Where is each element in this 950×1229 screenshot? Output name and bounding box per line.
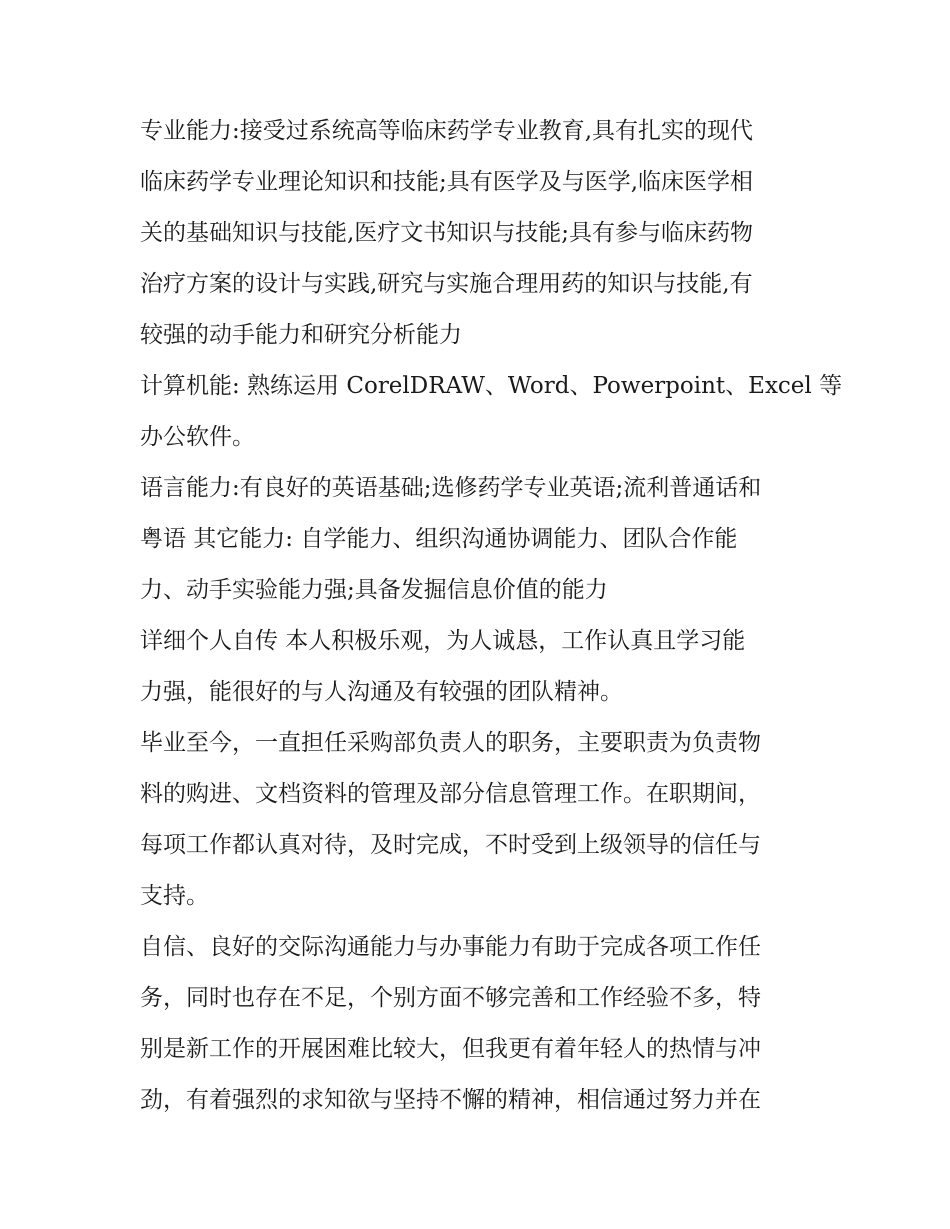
text-line: 专业能力:接受过系统高等临床药学专业教育,具有扎实的现代 [140, 118, 754, 144]
text-line: 关的基础知识与技能,医疗文书知识与技能;具有参与临床药物 [140, 220, 754, 246]
text-line: 办公软件。 [140, 424, 255, 450]
text-line: 每项工作都认真对待，及时完成，不时受到上级领导的信任与 [140, 832, 761, 858]
text-line: 支持。 [140, 883, 209, 909]
text-line: 毕业至今，一直担任采购部负责人的职务，主要职责为负责物 [140, 730, 761, 756]
text-line: 详细个人自传 本人积极乐观，为人诚恳，工作认真且学习能 [140, 628, 746, 654]
text-line: 粤语 其它能力: 自学能力、组织沟通协调能力、团队合作能 [140, 526, 738, 552]
text-line: 力、动手实验能力强;具备发掘信息价值的能力 [140, 577, 608, 603]
text-line: 务，同时也存在不足，个别方面不够完善和工作经验不多，特 [140, 985, 761, 1011]
text-line: 料的购进、文档资料的管理及部分信息管理工作。在职期间， [140, 781, 761, 807]
text-line: 计算机能: 熟练运用 CorelDRAW、Word、Powerpoint、Excel 等 [140, 373, 843, 399]
text-line: 劲，有着强烈的求知欲与坚持不懈的精神，相信通过努力并在 [140, 1087, 761, 1113]
text-line: 语言能力:有良好的英语基础;选修药学专业英语;流利普通话和 [140, 475, 762, 501]
text-line: 较强的动手能力和研究分析能力 [140, 322, 462, 348]
text-line: 别是新工作的开展困难比较大，但我更有着年轻人的热情与冲 [140, 1036, 761, 1062]
text-line: 自信、良好的交际沟通能力与办事能力有助于完成各项工作任 [140, 934, 761, 960]
text-line: 治疗方案的设计与实践,研究与实施合理用药的知识与技能,有 [140, 271, 753, 297]
text-line: 力强，能很好的与人沟通及有较强的团队精神。 [140, 679, 623, 705]
text-line: 临床药学专业理论知识和技能;具有医学及与医学,临床医学相 [140, 169, 754, 195]
document-body [140, 106, 843, 1126]
